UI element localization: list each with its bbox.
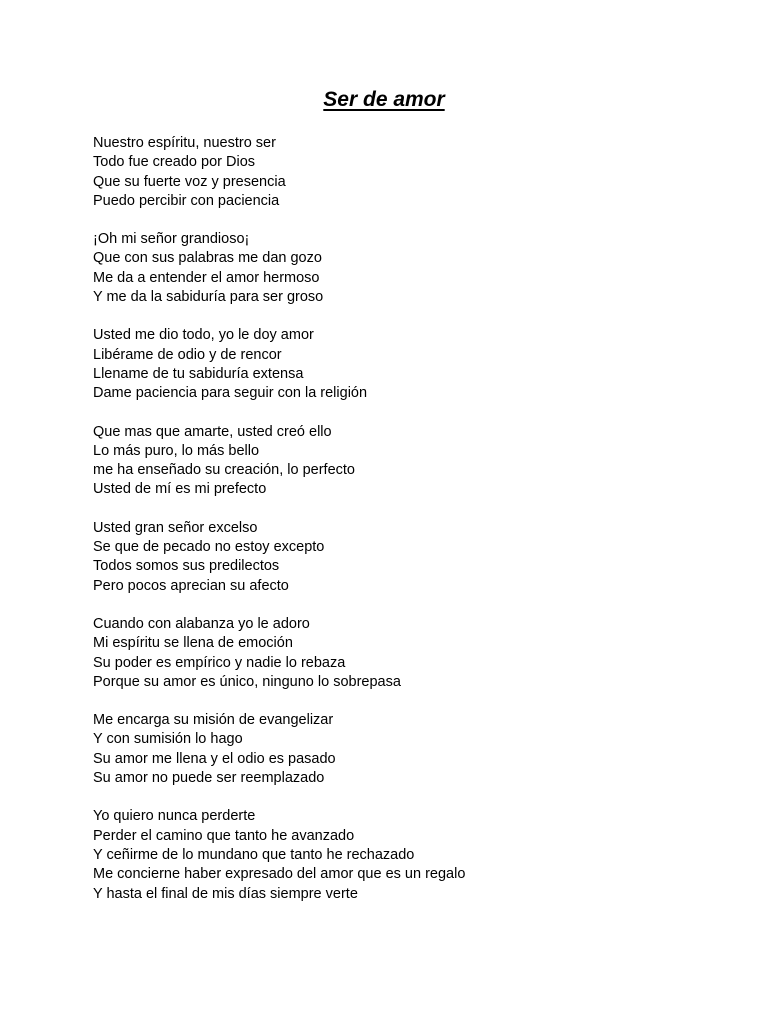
poem-line: Lo más puro, lo más bello xyxy=(93,442,260,459)
stanza xyxy=(93,326,713,403)
poem-line: Me da a entender el amor hermoso xyxy=(93,269,320,286)
poem-line: Puedo percibir con paciencia xyxy=(93,192,280,209)
stanza xyxy=(93,230,713,307)
stanza xyxy=(93,615,713,692)
poem-line: Me concierne haber expresado del amor que es un regalo xyxy=(93,866,466,883)
poem-line: Usted gran señor excelso xyxy=(93,519,258,536)
poem-line: Libérame de odio y de rencor xyxy=(93,346,282,363)
poem-line: me ha enseñado su creación, lo perfecto xyxy=(93,462,355,479)
poem-line: Su amor no puede ser reemplazado xyxy=(93,770,325,787)
poem-line: Porque su amor es único, ninguno lo sobrepasa xyxy=(93,673,401,690)
poem-line: Dame paciencia para seguir con la religión xyxy=(93,385,368,402)
poem-line: Pero pocos aprecian su afecto xyxy=(93,577,289,594)
poem-line: Yo quiero nunca perderte xyxy=(93,808,256,825)
poem-line: Mi espíritu se llena de emoción xyxy=(93,635,293,652)
poem-line: Se que de pecado no estoy excepto xyxy=(93,539,325,556)
poem-line: Perder el camino que tanto he avanzado xyxy=(93,827,355,844)
poem-line: Usted de mí es mi prefecto xyxy=(93,481,267,498)
stanza xyxy=(93,711,713,788)
poem-line: Usted me dio todo, yo le doy amor xyxy=(93,327,314,344)
poem-body xyxy=(93,134,713,923)
poem-line: Que su fuerte voz y presencia xyxy=(93,173,286,190)
poem-line: Todos somos sus predilectos xyxy=(93,558,280,575)
poem-line: Nuestro espíritu, nuestro ser xyxy=(93,135,276,151)
stanza xyxy=(93,807,713,903)
stanza xyxy=(93,519,713,596)
poem-line: Y me da la sabiduría para ser groso xyxy=(93,289,324,306)
poem-line: Que mas que amarte, usted creó ello xyxy=(93,423,332,440)
poem-line: Su poder es empírico y nadie lo rebaza xyxy=(93,654,346,671)
poem-line: Que con sus palabras me dan gozo xyxy=(93,250,322,267)
poem-line: Cuando con alabanza yo le adoro xyxy=(93,615,310,632)
poem-line: Todo fue creado por Dios xyxy=(93,154,256,171)
poem-line: Y ceñirme de lo mundano que tanto he rechazado xyxy=(93,846,415,863)
poem-title: Ser de amor xyxy=(323,88,445,111)
poem-line: Y hasta el final de mis días siempre verte xyxy=(93,885,358,902)
poem-line: Me encarga su misión de evangelizar xyxy=(93,712,334,729)
poem-line: ¡Oh mi señor grandioso¡ xyxy=(93,231,250,248)
stanza xyxy=(93,134,713,211)
poem-line: Llename de tu sabiduría extensa xyxy=(93,365,304,382)
poem-line: Su amor me llena y el odio es pasado xyxy=(93,750,336,767)
stanza xyxy=(93,423,713,500)
poem-line: Y con sumisión lo hago xyxy=(93,731,243,748)
